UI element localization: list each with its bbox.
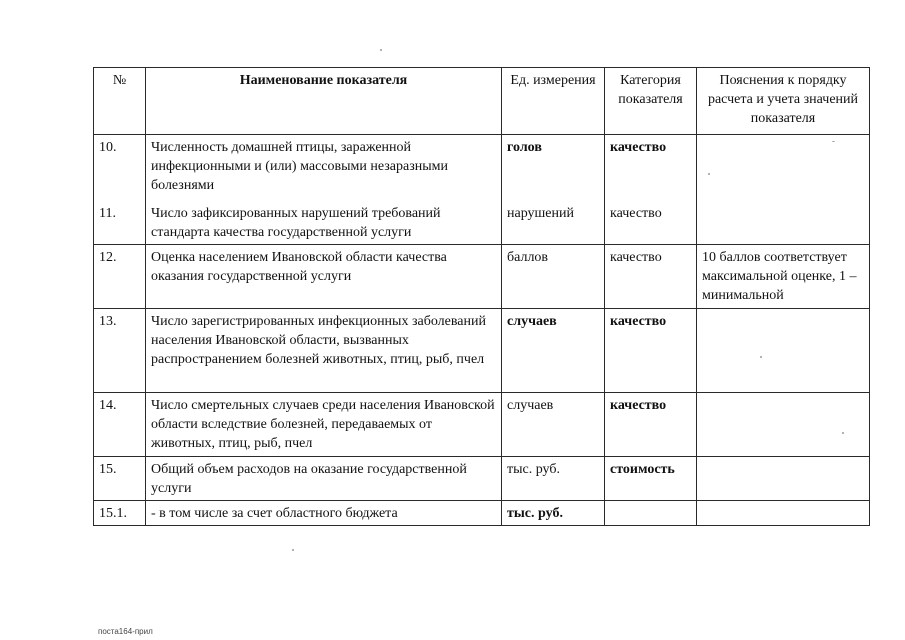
row-unit: баллов bbox=[502, 244, 605, 308]
row-number: 14. bbox=[94, 392, 146, 456]
row-category bbox=[605, 500, 697, 525]
table-row bbox=[94, 244, 870, 308]
row-category: качество bbox=[605, 308, 697, 392]
row-number: 11. bbox=[94, 201, 146, 245]
row-category: качество bbox=[605, 244, 697, 308]
scan-speck bbox=[842, 432, 844, 434]
header-indicator-name: Наименование показателя bbox=[146, 68, 502, 135]
row-unit: случаев bbox=[502, 308, 605, 392]
table-row bbox=[94, 308, 870, 392]
row-unit: тыс. руб. bbox=[502, 500, 605, 525]
header-number: № bbox=[94, 68, 146, 135]
table-row bbox=[94, 500, 870, 525]
row-indicator-name: Общий объем расходов на оказание государственной услуги bbox=[146, 456, 502, 500]
row-notes bbox=[697, 392, 870, 456]
row-number: 10. bbox=[94, 135, 146, 201]
row-number: 12. bbox=[94, 244, 146, 308]
scan-speck bbox=[832, 141, 835, 142]
row-indicator-name: Число зарегистрированных инфекционных заболеваний населения Ивановской области, вызванных распространением болезней животных, птиц, рыб, пчел bbox=[146, 308, 502, 392]
row-notes bbox=[697, 308, 870, 392]
table-row bbox=[94, 201, 870, 245]
row-notes bbox=[697, 135, 870, 201]
table-row bbox=[94, 135, 870, 201]
row-unit: нарушений bbox=[502, 201, 605, 245]
row-number: 13. bbox=[94, 308, 146, 392]
row-unit: голов bbox=[502, 135, 605, 201]
row-number: 15. bbox=[94, 456, 146, 500]
row-category: качество bbox=[605, 201, 697, 245]
row-notes bbox=[697, 201, 870, 245]
row-indicator-name: Численность домашней птицы, зараженной инфекционными и (или) массовыми незаразными болезнями bbox=[146, 135, 502, 201]
header-notes: Пояснения к порядку расчета и учета значений показателя bbox=[697, 68, 870, 135]
table-row bbox=[94, 456, 870, 500]
row-indicator-name: Число зафиксированных нарушений требований стандарта качества государственной услуги bbox=[146, 201, 502, 245]
row-number: 15.1. bbox=[94, 500, 146, 525]
table-row bbox=[94, 392, 870, 456]
row-category: качество bbox=[605, 135, 697, 201]
row-category: стоимость bbox=[605, 456, 697, 500]
scan-speck bbox=[708, 173, 710, 175]
row-unit: случаев bbox=[502, 392, 605, 456]
header-category: Категория показателя bbox=[605, 68, 697, 135]
row-notes: 10 баллов соответствует максимальной оценке, 1 – минимальной bbox=[697, 244, 870, 308]
row-indicator-name: Оценка населением Ивановской области качества оказания государственной услуги bbox=[146, 244, 502, 308]
row-unit: тыс. руб. bbox=[502, 456, 605, 500]
scan-speck bbox=[292, 549, 294, 551]
row-notes bbox=[697, 500, 870, 525]
header-unit: Ед. измерения bbox=[502, 68, 605, 135]
row-category: качество bbox=[605, 392, 697, 456]
footer-file-reference: поста164-прил bbox=[98, 627, 153, 636]
scan-speck bbox=[760, 356, 762, 358]
table-header-row bbox=[94, 68, 870, 135]
row-notes bbox=[697, 456, 870, 500]
row-indicator-name: - в том числе за счет областного бюджета bbox=[146, 500, 502, 525]
scan-speck bbox=[380, 49, 382, 51]
indicators-table bbox=[93, 67, 870, 526]
row-indicator-name: Число смертельных случаев среди населения Ивановской области вследствие болезней, передаваемых от животных, птиц, рыб, пчел bbox=[146, 392, 502, 456]
